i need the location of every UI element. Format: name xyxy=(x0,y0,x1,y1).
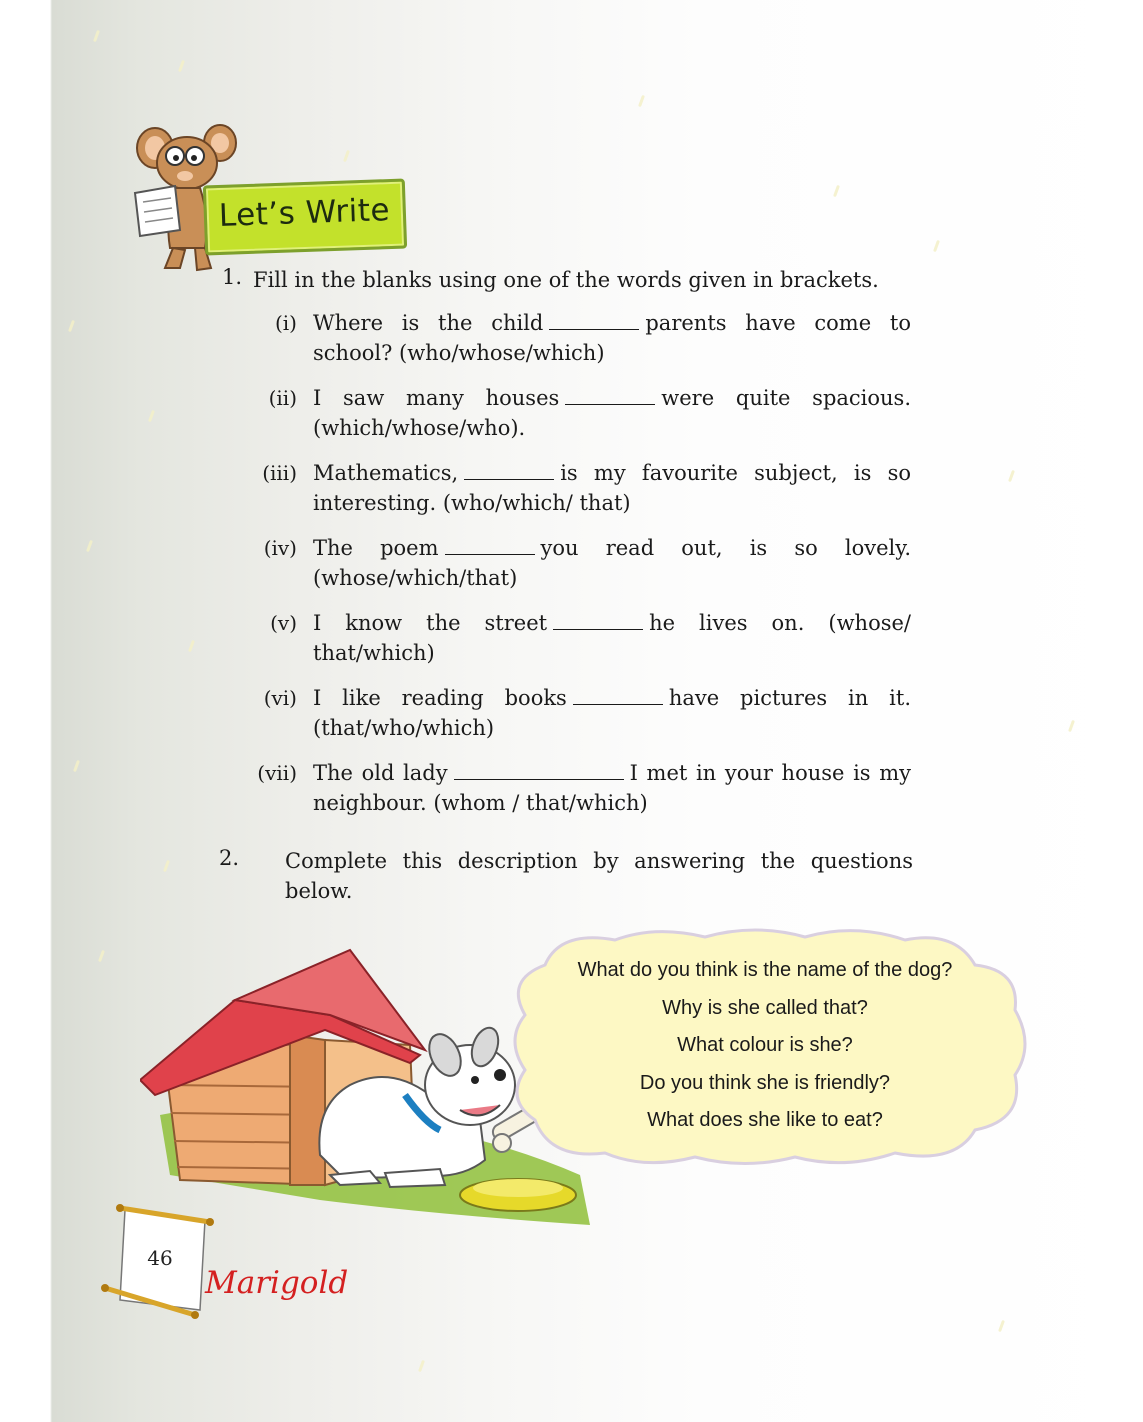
item-text-after: parents have come to school? (who/whose/which) xyxy=(313,311,911,365)
cloud-question: Why is she called that? xyxy=(662,996,868,1019)
item-numeral: (ii) xyxy=(268,386,297,410)
section-title: Let’s Write xyxy=(218,192,391,234)
section-banner xyxy=(203,178,407,255)
sparkle-decoration xyxy=(833,185,840,197)
sparkle-decoration xyxy=(178,60,185,72)
sparkle-decoration xyxy=(1068,720,1075,732)
item-numeral: (v) xyxy=(270,611,297,635)
question-number: 2. xyxy=(219,846,240,870)
sparkle-decoration xyxy=(418,1360,425,1372)
item-text-after: he lives on. (whose/ that/which) xyxy=(313,611,911,665)
sparkle-decoration xyxy=(68,320,75,332)
answer-blank[interactable] xyxy=(445,534,535,555)
sparkle-decoration xyxy=(148,410,155,422)
sparkle-decoration xyxy=(188,640,195,652)
item-numeral: (i) xyxy=(274,311,297,335)
item-text-before: Mathematics, xyxy=(313,461,459,485)
item-text-after: were quite spacious. (which/whose/who). xyxy=(313,386,912,440)
item-numeral: (iv) xyxy=(263,536,297,560)
question-instruction: Complete this description by answering the questions below. xyxy=(285,849,913,903)
item-numeral: (vi) xyxy=(263,686,297,710)
cloud-question: What do you think is the name of the dog? xyxy=(577,959,953,981)
sparkle-decoration xyxy=(98,950,105,962)
item-text-before: I saw many houses xyxy=(313,386,560,410)
cloud-questions xyxy=(505,952,1025,1140)
item-text-after: you read out, is so lovely. (whose/which/that) xyxy=(313,536,911,590)
item-text-before: I know the street xyxy=(313,611,548,635)
item-text-after: have pictures in it. (that/who/which) xyxy=(313,686,911,740)
item-text-before: Where is the child xyxy=(313,311,544,335)
sparkle-decoration xyxy=(86,540,93,552)
item-numeral: (iii) xyxy=(262,461,297,485)
sparkle-decoration xyxy=(933,240,940,252)
answer-blank[interactable] xyxy=(454,759,624,780)
sparkle-decoration xyxy=(1008,470,1015,482)
item-text-before: I like reading books xyxy=(313,686,567,710)
item-text-after: is my favourite subject, is so interesting. (who/which/ that) xyxy=(313,461,911,515)
cloud-question: What does she like to eat? xyxy=(647,1109,883,1131)
question-instruction: Fill in the blanks using one of the words given in brackets. xyxy=(253,268,879,292)
item-text-before: The poem xyxy=(313,536,439,560)
item-numeral: (vii) xyxy=(257,761,297,785)
question-number: 1. xyxy=(222,265,243,289)
answer-blank[interactable] xyxy=(549,309,639,330)
answer-blank[interactable] xyxy=(553,609,643,630)
sparkle-decoration xyxy=(163,860,170,872)
page-number: 46 xyxy=(147,1246,173,1270)
sparkle-decoration xyxy=(343,150,350,162)
answer-blank[interactable] xyxy=(565,384,655,405)
sparkle-decoration xyxy=(638,95,645,107)
cloud-question: What colour is she? xyxy=(677,1034,853,1056)
sparkle-decoration xyxy=(93,30,100,42)
sparkle-decoration xyxy=(73,760,80,772)
sparkle-decoration xyxy=(998,1320,1005,1332)
item-text-before: The old lady xyxy=(313,761,448,785)
item-text-after: I met in your house is my neighbour. (whom / that/which) xyxy=(313,761,912,815)
answer-blank[interactable] xyxy=(464,459,554,480)
book-title: Marigold xyxy=(205,1265,349,1301)
cloud-question: Do you think she is friendly? xyxy=(639,1071,891,1094)
answer-blank[interactable] xyxy=(573,684,663,705)
